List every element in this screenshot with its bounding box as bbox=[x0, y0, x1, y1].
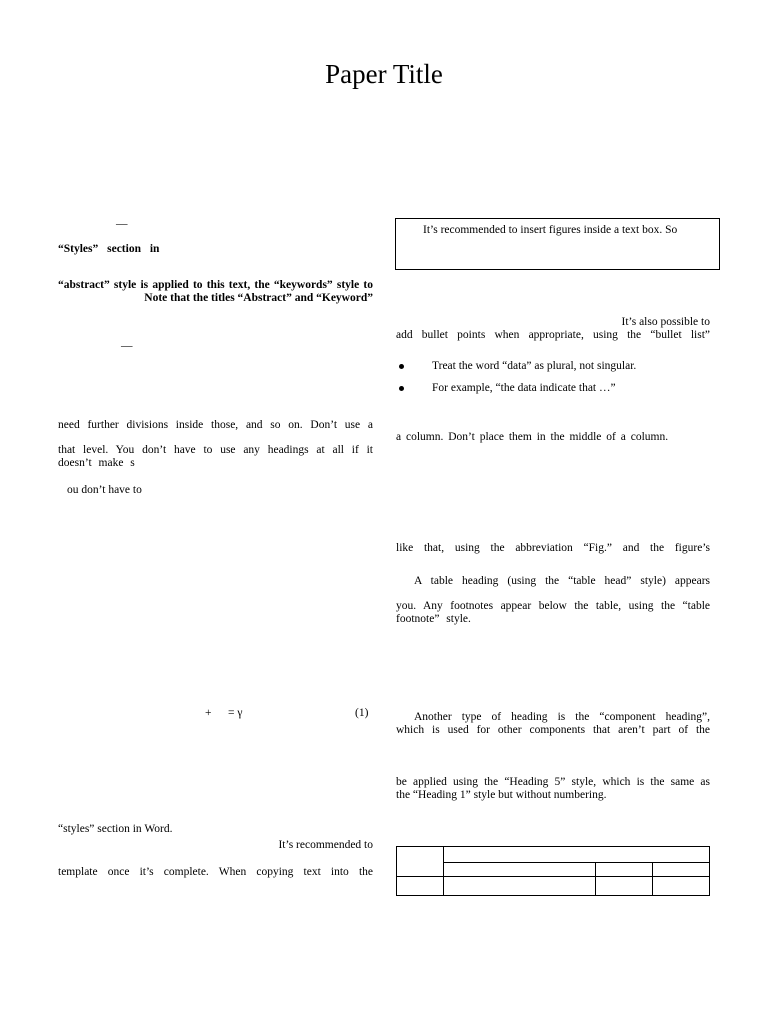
component-line-1: Another type of heading is the “component heading”, bbox=[414, 711, 710, 723]
paper-title: Paper Title bbox=[325, 59, 443, 89]
bullet-intro-2: add bullet points when appropriate, using the “bullet list” bbox=[396, 329, 710, 341]
table-cell bbox=[397, 847, 444, 877]
heading-dash: — bbox=[116, 218, 128, 230]
styles-section-text: “Styles” section in bbox=[58, 243, 160, 255]
abstract-line-1: “abstract” style is applied to this text, the “keywords” style to bbox=[58, 279, 373, 291]
table-cell bbox=[444, 863, 596, 877]
headings-line-3: doesn’t make s bbox=[58, 457, 135, 469]
column-line: a column. Don’t place them in the middle of a column. bbox=[396, 431, 669, 443]
table-cell bbox=[653, 877, 710, 896]
table-cell bbox=[596, 877, 653, 896]
table-cell bbox=[653, 863, 710, 877]
heading5-line-1: be applied using the “Heading 5” style, which is the same as bbox=[396, 776, 710, 788]
bullet-icon bbox=[399, 364, 404, 369]
table-cell bbox=[596, 863, 653, 877]
heading-dash-2: — bbox=[121, 340, 133, 352]
footnote-line-1: you. Any footnotes appear below the table, using the “table bbox=[396, 600, 710, 612]
bullet-text: For example, “the data indicate that …” bbox=[432, 382, 616, 394]
heading5-line-2: the “Heading 1” style but without numbering. bbox=[396, 789, 607, 801]
table-cell bbox=[444, 847, 710, 863]
footnote-line-2: footnote” style. bbox=[396, 613, 471, 625]
styles-word-text: “styles” section in Word. bbox=[58, 823, 173, 835]
bullet-icon bbox=[399, 386, 404, 391]
table-cell bbox=[397, 877, 444, 896]
headings-line-1: need further divisions inside those, and so on. Don’t use a bbox=[58, 419, 373, 431]
equation-equals-gamma: = γ bbox=[228, 707, 243, 719]
abstract-line-2: Note that the titles “Abstract” and “Keyword” bbox=[144, 292, 373, 304]
bullet-intro-1: It’s also possible to bbox=[621, 316, 710, 328]
fig-line: like that, using the abbreviation “Fig.” and the figure’s bbox=[396, 542, 710, 554]
figure-text-box-text: It’s recommended to insert figures inside a text box. So bbox=[423, 224, 678, 236]
component-line-2: which is used for other components that aren’t part of the bbox=[396, 724, 710, 736]
equation-plus: + bbox=[205, 707, 212, 719]
data-table bbox=[396, 846, 710, 896]
equation-number: (1) bbox=[355, 707, 369, 719]
bullet-text: Treat the word “data” as plural, not singular. bbox=[432, 360, 637, 372]
recommended-text: It’s recommended to bbox=[278, 839, 373, 851]
template-line: template once it’s complete. When copying text into the bbox=[58, 866, 373, 878]
table-cell bbox=[444, 877, 596, 896]
table-heading-line: A table heading (using the “table head” style) appears bbox=[414, 575, 710, 587]
figure-text-box bbox=[395, 218, 720, 270]
headings-line-2: that level. You don’t have to use any headings at all if it bbox=[58, 444, 373, 456]
headings-line-4: ou don’t have to bbox=[67, 484, 142, 496]
